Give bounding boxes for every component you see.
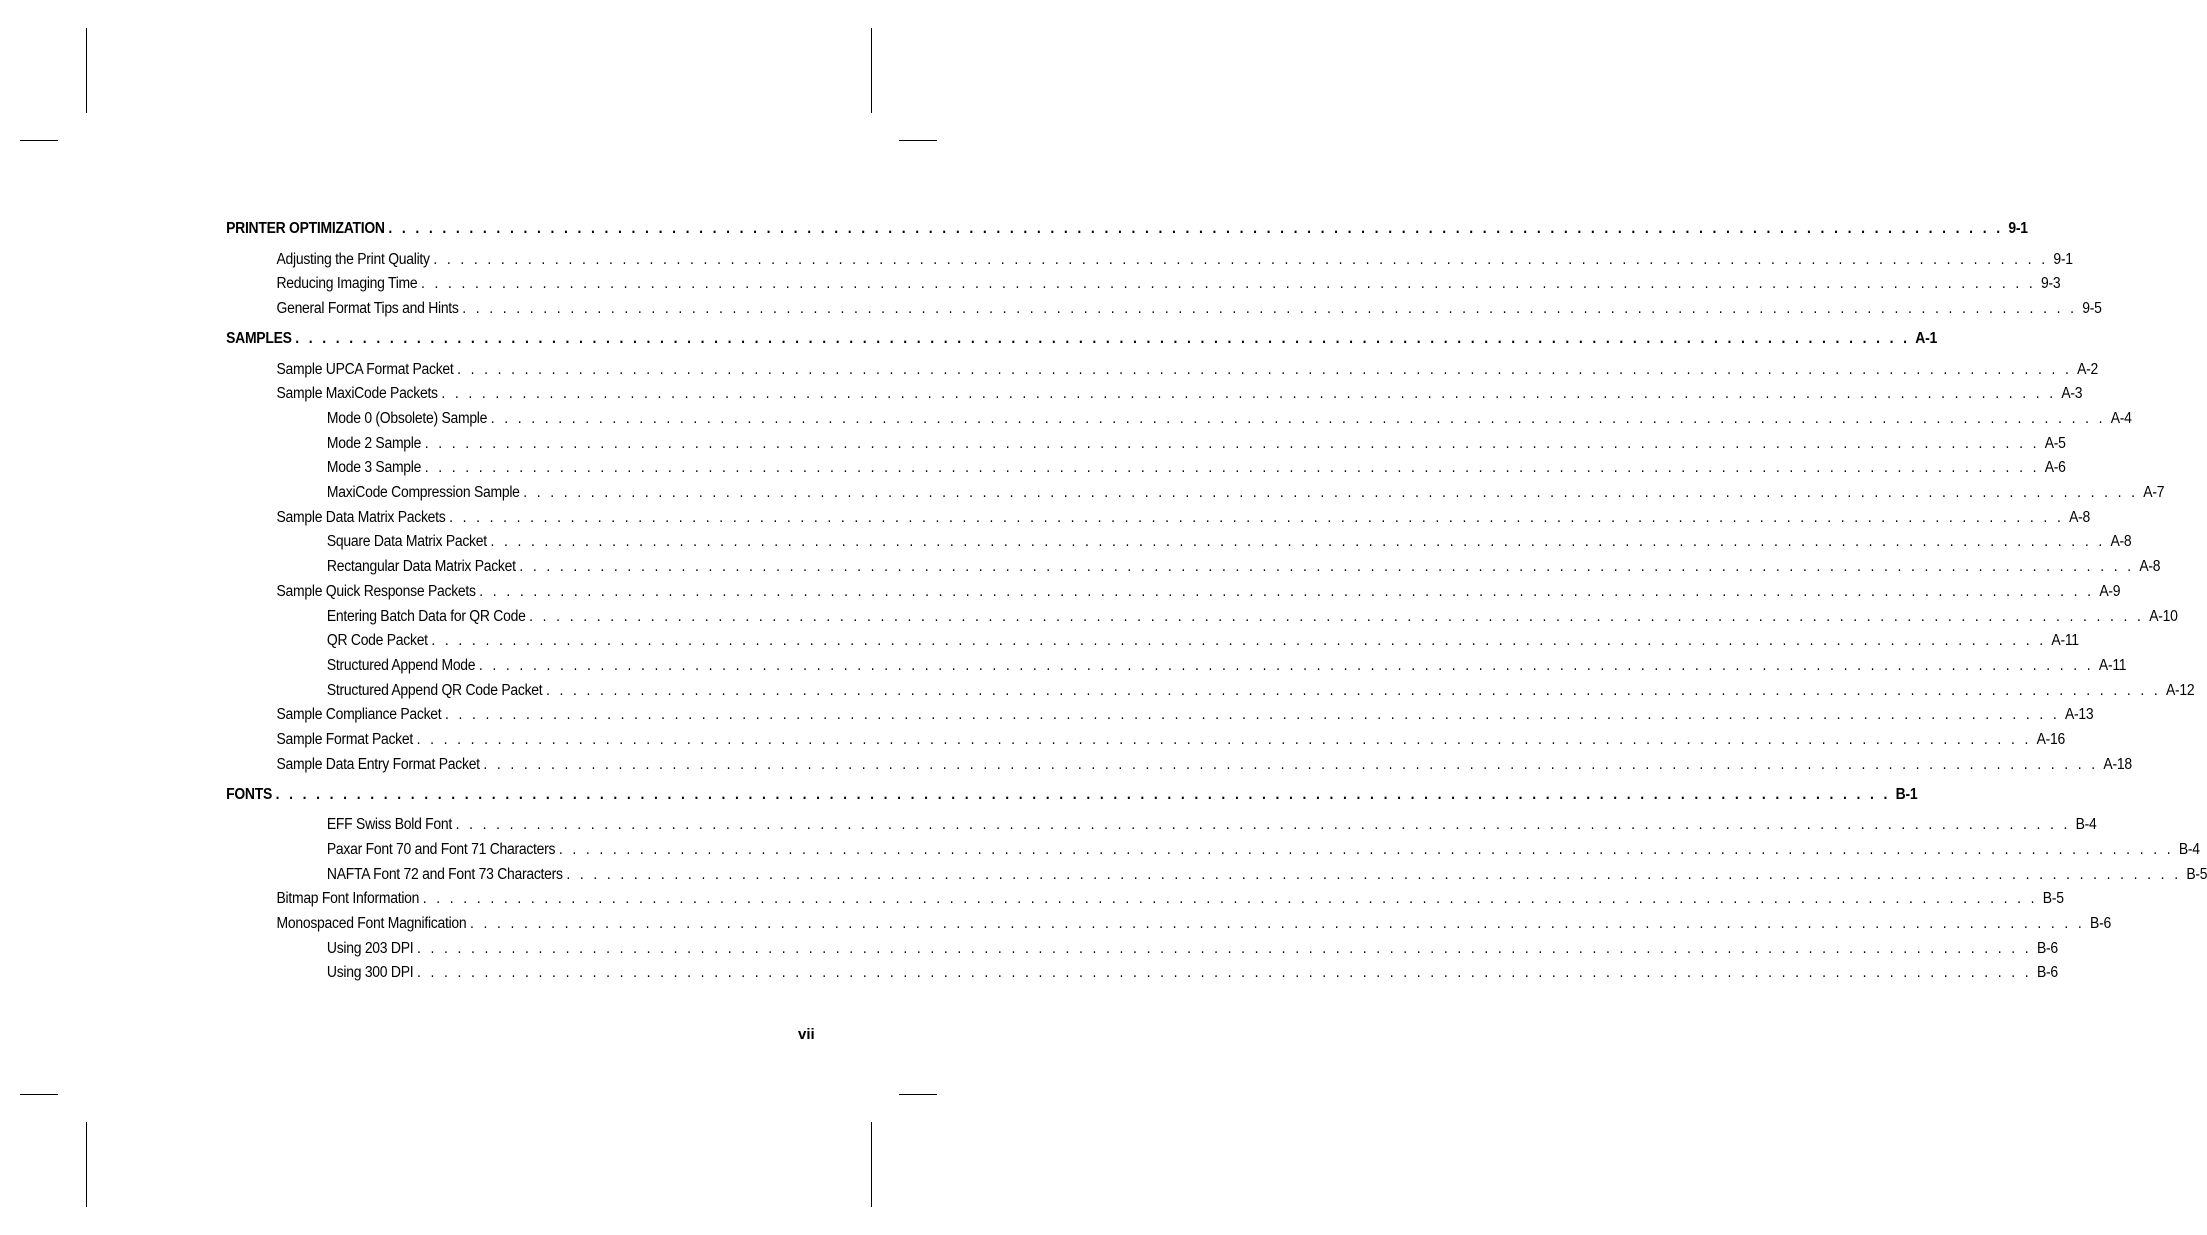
toc-entry-title: PRINTER OPTIMIZATION xyxy=(226,220,385,237)
toc-entry-page: A-1 xyxy=(1915,330,1937,347)
toc-entry[interactable] xyxy=(276,915,2111,935)
dot-leader: . . . . . . . . . . . . . . . . . . . . . . . . . . . . . . . . . . . . . . . . . . . . . . . . . . . . . . . . . . . . . . . . . . . . . . . . . . . . . . . . . . . . . . . . . . . . . . . . . . . . . . . . . . . . . . . . . . . . . . . . xyxy=(431,632,2047,649)
toc-entry-title: EFF Swiss Bold Font xyxy=(326,816,453,833)
toc-entry-page: A-10 xyxy=(2149,608,2178,625)
toc-entry-page: B-4 xyxy=(2075,816,2097,833)
toc-entry-page: A-8 xyxy=(2110,533,2132,550)
dot-leader: . . . . . . . . . . . . . . . . . . . . . . . . . . . . . . . . . . . . . . . . . . . . . . . . . . . . . . . . . . . . . . . . . . . . . . . . . . . . . . . . . . . . . . . . . . . . . . . . . . . . . . . . . . . . . . . . . . . . . . . . xyxy=(433,251,2048,268)
toc-entry-title: SAMPLES xyxy=(226,330,292,347)
dot-leader: . . . . . . . . . . . . . . . . . . . . . . . . . . . . . . . . . . . . . . . . . . . . . . . . . . . . . . . . . . . . . . . . . . . . . . . . . . . . . . . . . . . . . . . . . . . . . . . . . . . . . . . . . . . . . . . . . . . . . . . . xyxy=(490,533,2106,550)
toc-entry-title: Sample Data Entry Format Packet xyxy=(276,756,480,773)
toc-entry-page: A-9 xyxy=(2099,583,2121,600)
toc-entry-title: Sample Data Matrix Packets xyxy=(276,509,446,526)
dot-leader: . . . . . . . . . . . . . . . . . . . . . . . . . . . . . . . . . . . . . . . . . . . . . . . . . . . . . . . . . . . . . . . . . . . . . . . . . . . . . . . . . . . . . . . . . . . . . . . . . . . . . . . . . . . . . . . . . . . . . . . . xyxy=(449,509,2064,526)
toc-entry-title: Mode 2 Sample xyxy=(326,435,422,452)
toc-entry-page: A-18 xyxy=(2103,756,2132,773)
toc-entry[interactable] xyxy=(226,220,2028,240)
toc-entry-title: NAFTA Font 72 and Font 73 Characters xyxy=(326,866,563,883)
toc-entry-title: Reducing Imaging Time xyxy=(276,275,418,292)
dot-leader: . . . . . . . . . . . . . . . . . . . . . . . . . . . . . . . . . . . . . . . . . . . . . . . . . . . . . . . . . . . . . . . . . . . . . . . . . . . . . . . . . . . . . . . . . . . . . . . . . . . . . . . . . . . . . . . . . . . . . . . . xyxy=(545,682,2161,699)
toc-entry-title: General Format Tips and Hints xyxy=(276,300,459,317)
toc-entry-title: Sample UPCA Format Packet xyxy=(276,361,454,378)
toc-entry[interactable] xyxy=(326,841,2200,861)
toc-entry-title: Adjusting the Print Quality xyxy=(276,251,430,268)
toc-entry[interactable] xyxy=(226,330,1937,350)
toc-entry[interactable] xyxy=(326,940,2058,960)
toc-entry-title: Rectangular Data Matrix Packet xyxy=(326,558,516,575)
toc-entry[interactable] xyxy=(326,816,2097,836)
toc-entry-title: Using 300 DPI xyxy=(326,964,414,981)
toc-entry-title: QR Code Packet xyxy=(326,632,428,649)
toc-entry-title: Bitmap Font Information xyxy=(276,890,420,907)
toc-entry-page: A-8 xyxy=(2139,558,2161,575)
toc-entry[interactable] xyxy=(326,608,2178,628)
toc-entry[interactable] xyxy=(326,558,2161,578)
toc-entry[interactable] xyxy=(326,459,2066,479)
toc-entry-page: A-5 xyxy=(2044,435,2066,452)
dot-leader: . . . . . . . . . . . . . . . . . . . . . . . . . . . . . . . . . . . . . . . . . . . . . . . . . . . . . . . . . . . . . . . . . . . . . . . . . . . . . . . . . . . . . . . . . . . . . . . . . . . . . . . . . . . . . . . . . . . . . . . . xyxy=(455,816,2071,833)
toc-entry-title: Structured Append QR Code Packet xyxy=(326,682,543,699)
toc-entry-page: A-12 xyxy=(2166,682,2195,699)
toc-entry[interactable] xyxy=(276,275,2061,295)
toc-entry[interactable] xyxy=(276,300,2102,320)
toc-entry-page: B-5 xyxy=(2186,866,2207,883)
toc-entry-title: Mode 3 Sample xyxy=(326,459,422,476)
toc-entry[interactable] xyxy=(276,361,2099,381)
toc-entry-title: Using 203 DPI xyxy=(326,940,414,957)
toc-entry-title: Sample Compliance Packet xyxy=(276,706,442,723)
toc-entry-page: B-1 xyxy=(1895,786,1918,803)
dot-leader: . . . . . . . . . . . . . . . . . . . . . . . . . . . . . . . . . . . . . . . . . . . . . . . . . . . . . . . . . . . . . . . . . . . . . . . . . . . . . . . . . . . . . . . . . . . . . . . . . . . . . . . . . . . . . . . . . . . . . . . . xyxy=(441,385,2056,402)
toc-entry-title: Structured Append Mode xyxy=(326,657,476,674)
toc-entry[interactable] xyxy=(276,583,2121,603)
dot-leader: . . . . . . . . . . . . . . . . . . . . . . . . . . . . . . . . . . . . . . . . . . . . . . . . . . . . . . . . . . . . . . . . . . . . . . . . . . . . . . . . . . . . . . . . . . . . . . . . . . . . . . . . . . . . . . . . . . . . . . . . xyxy=(388,220,2003,237)
dot-leader: . . . . . . . . . . . . . . . . . . . . . . . . . . . . . . . . . . . . . . . . . . . . . . . . . . . . . . . . . . . . . . . . . . . . . . . . . . . . . . . . . . . . . . . . . . . . . . . . . . . . . . . . . . . . . . . . . . . . . . . . xyxy=(422,890,2038,907)
dot-leader: . . . . . . . . . . . . . . . . . . . . . . . . . . . . . . . . . . . . . . . . . . . . . . . . . . . . . . . . . . . . . . . . . . . . . . . . . . . . . . . . . . . . . . . . . . . . . . . . . . . . . . . . . . . . . . . . . . . . . . . . xyxy=(558,841,2174,858)
toc-entry[interactable] xyxy=(276,890,2064,910)
dot-leader: . . . . . . . . . . . . . . . . . . . . . . . . . . . . . . . . . . . . . . . . . . . . . . . . . . . . . . . . . . . . . . . . . . . . . . . . . . . . . . . . . . . . . . . . . . . . . . . . . . . . . . . . . . . . . . . . . . . . . . . . xyxy=(457,361,2072,378)
toc-entry-title: Monospaced Font Magnification xyxy=(276,915,467,932)
toc-entry[interactable] xyxy=(326,410,2132,430)
toc-entry[interactable] xyxy=(326,435,2066,455)
toc-entry[interactable] xyxy=(226,786,1918,806)
dot-leader: . . . . . . . . . . . . . . . . . . . . . . . . . . . . . . . . . . . . . . . . . . . . . . . . . . . . . . . . . . . . . . . . . . . . . . . . . . . . . . . . . . . . . . . . . . . . . . . . . . . . . . . . . . . . . . . . . . . . . . . . xyxy=(416,731,2032,748)
toc-entry-page: A-16 xyxy=(2036,731,2066,748)
dot-leader: . . . . . . . . . . . . . . . . . . . . . . . . . . . . . . . . . . . . . . . . . . . . . . . . . . . . . . . . . . . . . . . . . . . . . . . . . . . . . . . . . . . . . . . . . . . . . . . . . . . . . . . . . . . . . . . . . . . . . . . . xyxy=(420,275,2036,292)
dot-leader: . . . . . . . . . . . . . . . . . . . . . . . . . . . . . . . . . . . . . . . . . . . . . . . . . . . . . . . . . . . . . . . . . . . . . . . . . . . . . . . . . . . . . . . . . . . . . . . . . . . . . . . . . . . . . . . . . . . . . . . . xyxy=(483,756,2099,773)
toc-entry-page: 9-1 xyxy=(2008,220,2028,237)
toc-entry[interactable] xyxy=(326,533,2132,553)
toc-entry[interactable] xyxy=(276,509,2091,529)
toc-entry-page: A-2 xyxy=(2077,361,2099,378)
toc-entry-title: Sample Format Packet xyxy=(276,731,413,748)
toc-entry[interactable] xyxy=(326,632,2079,652)
toc-entry-title: Mode 0 (Obsolete) Sample xyxy=(326,410,488,427)
toc-entry-title: MaxiCode Compression Sample xyxy=(326,484,520,501)
dot-leader: . . . . . . . . . . . . . . . . . . . . . . . . . . . . . . . . . . . . . . . . . . . . . . . . . . . . . . . . . . . . . . . . . . . . . . . . . . . . . . . . . . . . . . . . . . . . . . . . . . . . . . . . . . . . . . . . . . . . . . . . xyxy=(424,459,2040,476)
toc-entry-page: A-11 xyxy=(2051,632,2079,649)
dot-leader: . . . . . . . . . . . . . . . . . . . . . . . . . . . . . . . . . . . . . . . . . . . . . . . . . . . . . . . . . . . . . . . . . . . . . . . . . . . . . . . . . . . . . . . . . . . . . . . . . . . . . . . . . . . . . . . . . . . . . . . . xyxy=(470,915,2085,932)
toc-entry-page: B-6 xyxy=(2036,940,2058,957)
dot-leader: . . . . . . . . . . . . . . . . . . . . . . . . . . . . . . . . . . . . . . . . . . . . . . . . . . . . . . . . . . . . . . . . . . . . . . . . . . . . . . . . . . . . . . . . . . . . . . . . . . . . . . . . . . . . . . . . . . . . . . . . xyxy=(519,558,2134,575)
toc-entry-page: B-6 xyxy=(2036,964,2058,981)
toc-entry[interactable] xyxy=(276,385,2083,405)
toc-entry-title: Paxar Font 70 and Font 71 Characters xyxy=(326,841,556,858)
page-number: vii xyxy=(798,1026,815,1043)
toc-entry-title: Entering Batch Data for QR Code xyxy=(326,608,526,625)
toc-entry[interactable] xyxy=(276,706,2094,726)
toc-entry-title: Square Data Matrix Packet xyxy=(326,533,487,550)
dot-leader: . . . . . . . . . . . . . . . . . . . . . . . . . . . . . . . . . . . . . . . . . . . . . . . . . . . . . . . . . . . . . . . . . . . . . . . . . . . . . . . . . . . . . . . . . . . . . . . . . . . . . . . . . . . . . . . . . . . . . . . . xyxy=(295,330,1910,347)
toc-entry[interactable] xyxy=(326,866,2207,886)
toc-entry[interactable] xyxy=(326,682,2195,702)
toc-entry-page: A-3 xyxy=(2061,385,2083,402)
toc-entry-page: A-4 xyxy=(2110,410,2132,427)
dot-leader: . . . . . . . . . . . . . . . . . . . . . . . . . . . . . . . . . . . . . . . . . . . . . . . . . . . . . . . . . . . . . . . . . . . . . . . . . . . . . . . . . . . . . . . . . . . . . . . . . . . . . . . . . . . . . . . . . . . . . . . . xyxy=(444,706,2060,723)
dot-leader: . . . . . . . . . . . . . . . . . . . . . . . . . . . . . . . . . . . . . . . . . . . . . . . . . . . . . . . . . . . . . . . . . . . . . . . . . . . . . . . . . . . . . . . . . . . . . . . . . . . . . . . . . . . . . . . . . . . . . . . . xyxy=(478,657,2094,674)
toc-entry-page: 9-3 xyxy=(2041,275,2061,292)
toc-entry[interactable] xyxy=(326,484,2165,504)
toc-entry[interactable] xyxy=(276,731,2066,751)
toc-entry[interactable] xyxy=(326,964,2058,984)
toc-entry-page: B-6 xyxy=(2090,915,2111,932)
toc-entry[interactable] xyxy=(276,251,2073,271)
toc-entry[interactable] xyxy=(326,657,2127,677)
toc-entry-page: 9-5 xyxy=(2082,300,2102,317)
dot-leader: . . . . . . . . . . . . . . . . . . . . . . . . . . . . . . . . . . . . . . . . . . . . . . . . . . . . . . . . . . . . . . . . . . . . . . . . . . . . . . . . . . . . . . . . . . . . . . . . . . . . . . . . . . . . . . . . . . . . . . . . xyxy=(490,410,2106,427)
toc-entry[interactable] xyxy=(276,756,2132,776)
toc-entry-title: FONTS xyxy=(226,786,273,803)
dot-leader: . . . . . . . . . . . . . . . . . . . . . . . . . . . . . . . . . . . . . . . . . . . . . . . . . . . . . . . . . . . . . . . . . . . . . . . . . . . . . . . . . . . . . . . . . . . . . . . . . . . . . . . . . . . . . . . . . . . . . . . . xyxy=(479,583,2094,600)
toc-entry-page: B-4 xyxy=(2178,841,2200,858)
dot-leader: . . . . . . . . . . . . . . . . . . . . . . . . . . . . . . . . . . . . . . . . . . . . . . . . . . . . . . . . . . . . . . . . . . . . . . . . . . . . . . . . . . . . . . . . . . . . . . . . . . . . . . . . . . . . . . . . . . . . . . . . xyxy=(566,866,2181,883)
dot-leader: . . . . . . . . . . . . . . . . . . . . . . . . . . . . . . . . . . . . . . . . . . . . . . . . . . . . . . . . . . . . . . . . . . . . . . . . . . . . . . . . . . . . . . . . . . . . . . . . . . . . . . . . . . . . . . . . . . . . . . . . xyxy=(416,940,2032,957)
dot-leader: . . . . . . . . . . . . . . . . . . . . . . . . . . . . . . . . . . . . . . . . . . . . . . . . . . . . . . . . . . . . . . . . . . . . . . . . . . . . . . . . . . . . . . . . . . . . . . . . . . . . . . . . . . . . . . . . . . . . . . . . xyxy=(462,300,2077,317)
toc-entry-page: A-7 xyxy=(2143,484,2165,501)
dot-leader: . . . . . . . . . . . . . . . . . . . . . . . . . . . . . . . . . . . . . . . . . . . . . . . . . . . . . . . . . . . . . . . . . . . . . . . . . . . . . . . . . . . . . . . . . . . . . . . . . . . . . . . . . . . . . . . . . . . . . . . . xyxy=(416,964,2032,981)
toc-entry-page: B-5 xyxy=(2042,890,2064,907)
toc-entry-page: 9-1 xyxy=(2053,251,2073,268)
toc-entry-page: A-8 xyxy=(2069,509,2091,526)
toc-entry-title: Sample Quick Response Packets xyxy=(276,583,476,600)
dot-leader: . . . . . . . . . . . . . . . . . . . . . . . . . . . . . . . . . . . . . . . . . . . . . . . . . . . . . . . . . . . . . . . . . . . . . . . . . . . . . . . . . . . . . . . . . . . . . . . . . . . . . . . . . . . . . . . . . . . . . . . . xyxy=(529,608,2144,625)
toc-entry-page: A-13 xyxy=(2065,706,2094,723)
toc-entry-page: A-6 xyxy=(2044,459,2066,476)
toc-entry-title: Sample MaxiCode Packets xyxy=(276,385,438,402)
dot-leader: . . . . . . . . . . . . . . . . . . . . . . . . . . . . . . . . . . . . . . . . . . . . . . . . . . . . . . . . . . . . . . . . . . . . . . . . . . . . . . . . . . . . . . . . . . . . . . . . . . . . . . . . . . . . . . . . . . . . . . . . xyxy=(523,484,2138,501)
dot-leader: . . . . . . . . . . . . . . . . . . . . . . . . . . . . . . . . . . . . . . . . . . . . . . . . . . . . . . . . . . . . . . . . . . . . . . . . . . . . . . . . . . . . . . . . . . . . . . . . . . . . . . . . . . . . . . . . . . . . . . . . xyxy=(424,435,2040,452)
dot-leader: . . . . . . . . . . . . . . . . . . . . . . . . . . . . . . . . . . . . . . . . . . . . . . . . . . . . . . . . . . . . . . . . . . . . . . . . . . . . . . . . . . . . . . . . . . . . . . . . . . . . . . . . . . . . . . . . . . . . . . . . xyxy=(275,786,1891,803)
toc-entry-page: A-11 xyxy=(2098,657,2127,674)
